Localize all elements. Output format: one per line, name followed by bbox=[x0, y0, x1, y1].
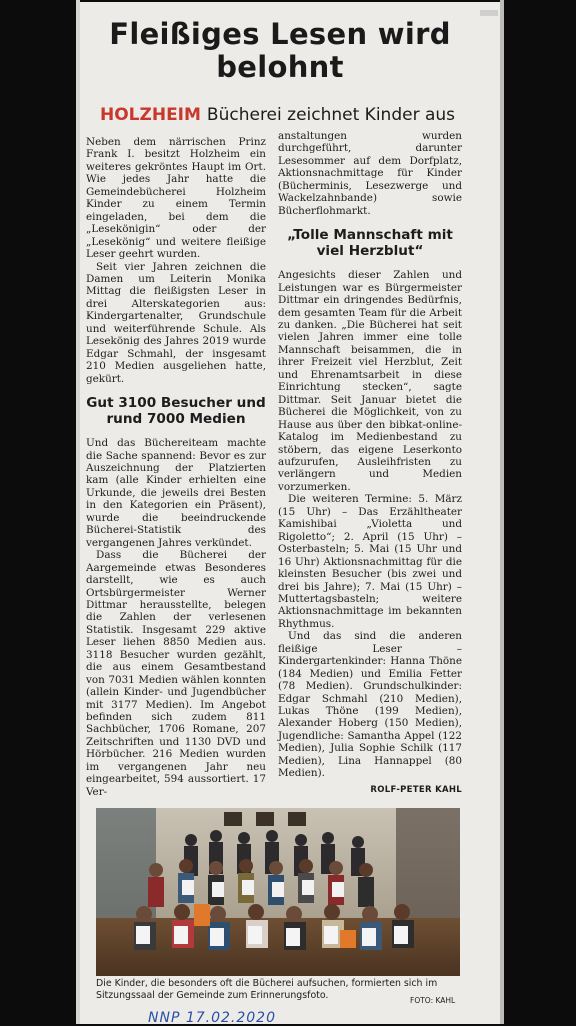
paragraph: Die weiteren Termine: 5. März (15 Uhr) – Das Erzähltheater Kamishibai „Violetta und Rigoletto“; 2. April (15 Uhr) – Osterbasteln; 5. Mai (15 Uhr und 16 Uhr) Aktionsnachmittag für die kleinsten Besucher (bis zwei und drei bis Jahre); 7. Mai (15 Uhr) – Muttertagsbasteln; weitere Aktionsnachmittage im bekannten Rhythmus. bbox=[278, 493, 462, 630]
kicker-location: HOLZHEIM bbox=[100, 105, 201, 125]
crosshead: Gut 3100 Besucher und rund 7000 Medien bbox=[86, 395, 266, 428]
paragraph: Und das sind die anderen fleißige Leser – Kindergartenkinder: Hanna Thöne (184 Medien) und Emilia Fetter (78 Medien). Grundschulkinder: Edgar Schmahl (210 Medien), Lukas Thöne (199 Medien), Alexander Hoberg (150 Medien), Jugendliche: Samantha Appel (122 Medien), Julia Sophie Schilk (117 Medien), Lina Hannappel (80 Medien). bbox=[278, 630, 462, 780]
subhead bbox=[100, 104, 480, 126]
article-column-2 bbox=[278, 130, 462, 796]
paragraph: Dass die Bücherei der Aargemeinde etwas Besonderes darstellt, wie es auch Ortsbürgermeister Werner Dittmar herausstellte, belegen die Zahlen der verlesenen Statistik. Insgesamt 229 aktive Leser liehen 8850 Medien aus. 3118 Besucher wurden gezählt, die aus einem Gesamtbestand von 7031 Medien wählen konnten (allein Kinder- und Jugendbücher mit 3177 Medien). Im Angebot befinden sich zudem 811 Sachbücher, 1706 Romane, 207 Zeitschriften und 1130 DVD und Hörbücher. 216 Medien wurden im vergangenen Jahr neu eingearbeitet, 594 aussortiert. 17 Ver- bbox=[86, 549, 266, 798]
paragraph: Und das Büchereiteam machte die Sache spannend: Bevor es zur Auszeichnung der Platzierten kam (alle Kinder erhielten eine Urkunde, die jeweils drei Besten in den Kategorien ein Präsent), wurde die beeindruckende Bücherei-Statistik des vergangenen Jahres verkündet. bbox=[86, 437, 266, 549]
paragraph: anstaltungen wurden durchgeführt, darunter Lesesommer auf dem Dorfplatz, Aktionsnachmittage für Kinder (Bücherminis, Lesezwerge und Wackelzahnbande) sowie Bücherflohmarkt. bbox=[278, 130, 462, 217]
group-photo-illustration bbox=[96, 808, 460, 976]
handwritten-date-note: NNP 17.02.2020 bbox=[148, 1010, 276, 1026]
group-photo bbox=[96, 808, 460, 976]
photo-caption: Die Kinder, die besonders oft die Bücherei aufsuchen, formierten sich im Sitzungssaal der Gemeinde zum Erinnerungsfoto. bbox=[96, 978, 438, 1001]
paragraph: Angesichts dieser Zahlen und Leistungen war es Bürgermeister Dittmar ein dringendes Bedürfnis, dem gesamten Team für die Arbeit zu danken. „Die Bücherei hat seit vielen Jahren immer eine tolle Mannschaft beisammen, die in ihrer Freizeit viel Herzblut, Zeit und Ehrenamtsarbeit in diese Einrichtung stecken“, sagte Dittmar. Seit Januar bietet die Bücherei die Möglichkeit, von zu Hause aus über den bibkat-online-Katalog im Medienbestand zu stöbern, das eigene Leserkonto aufzurufen, Ausleihfristen zu verlängern und Medien vorzumerken. bbox=[278, 269, 462, 493]
photo-credit: FOTO: KAHL bbox=[410, 996, 456, 1005]
paper-edge-right bbox=[500, 0, 504, 1024]
subhead-text: Bücherei zeichnet Kinder aus bbox=[206, 105, 456, 125]
tape-mark bbox=[480, 10, 498, 16]
paragraph: Seit vier Jahren zeichnen die Damen um Leiterin Monika Mittag die fleißigsten Leser in drei Alterskategorien aus: Kindergartenalter, Grundschule und weiterführende Schule. Als Lesekönig des Jahres 2019 wurde Edgar Schmahl, der insgesamt 210 Medien ausgeliehen hatte, gekürt. bbox=[86, 260, 266, 385]
crosshead: „Tolle Mannschaft mit viel Herzblut“ bbox=[287, 227, 453, 260]
author-byline: ROLF-PETER KAHL bbox=[370, 784, 462, 795]
paragraph: Neben dem närrischen Prinz Frank I. besitzt Holzheim ein weiteres gekröntes Haupt im Ort. Wie jedes Jahr hatte die Gemeindebücherei Holzheim Kinder zu einem Termin eingeladen, bei dem die „Lesekönigin“ oder der „Lesekönig“ und weitere fleißige Leser geehrt wurden. bbox=[86, 136, 266, 261]
headline: Fleißiges Lesen wird belohnt bbox=[109, 17, 451, 84]
article-column-1 bbox=[86, 136, 266, 798]
